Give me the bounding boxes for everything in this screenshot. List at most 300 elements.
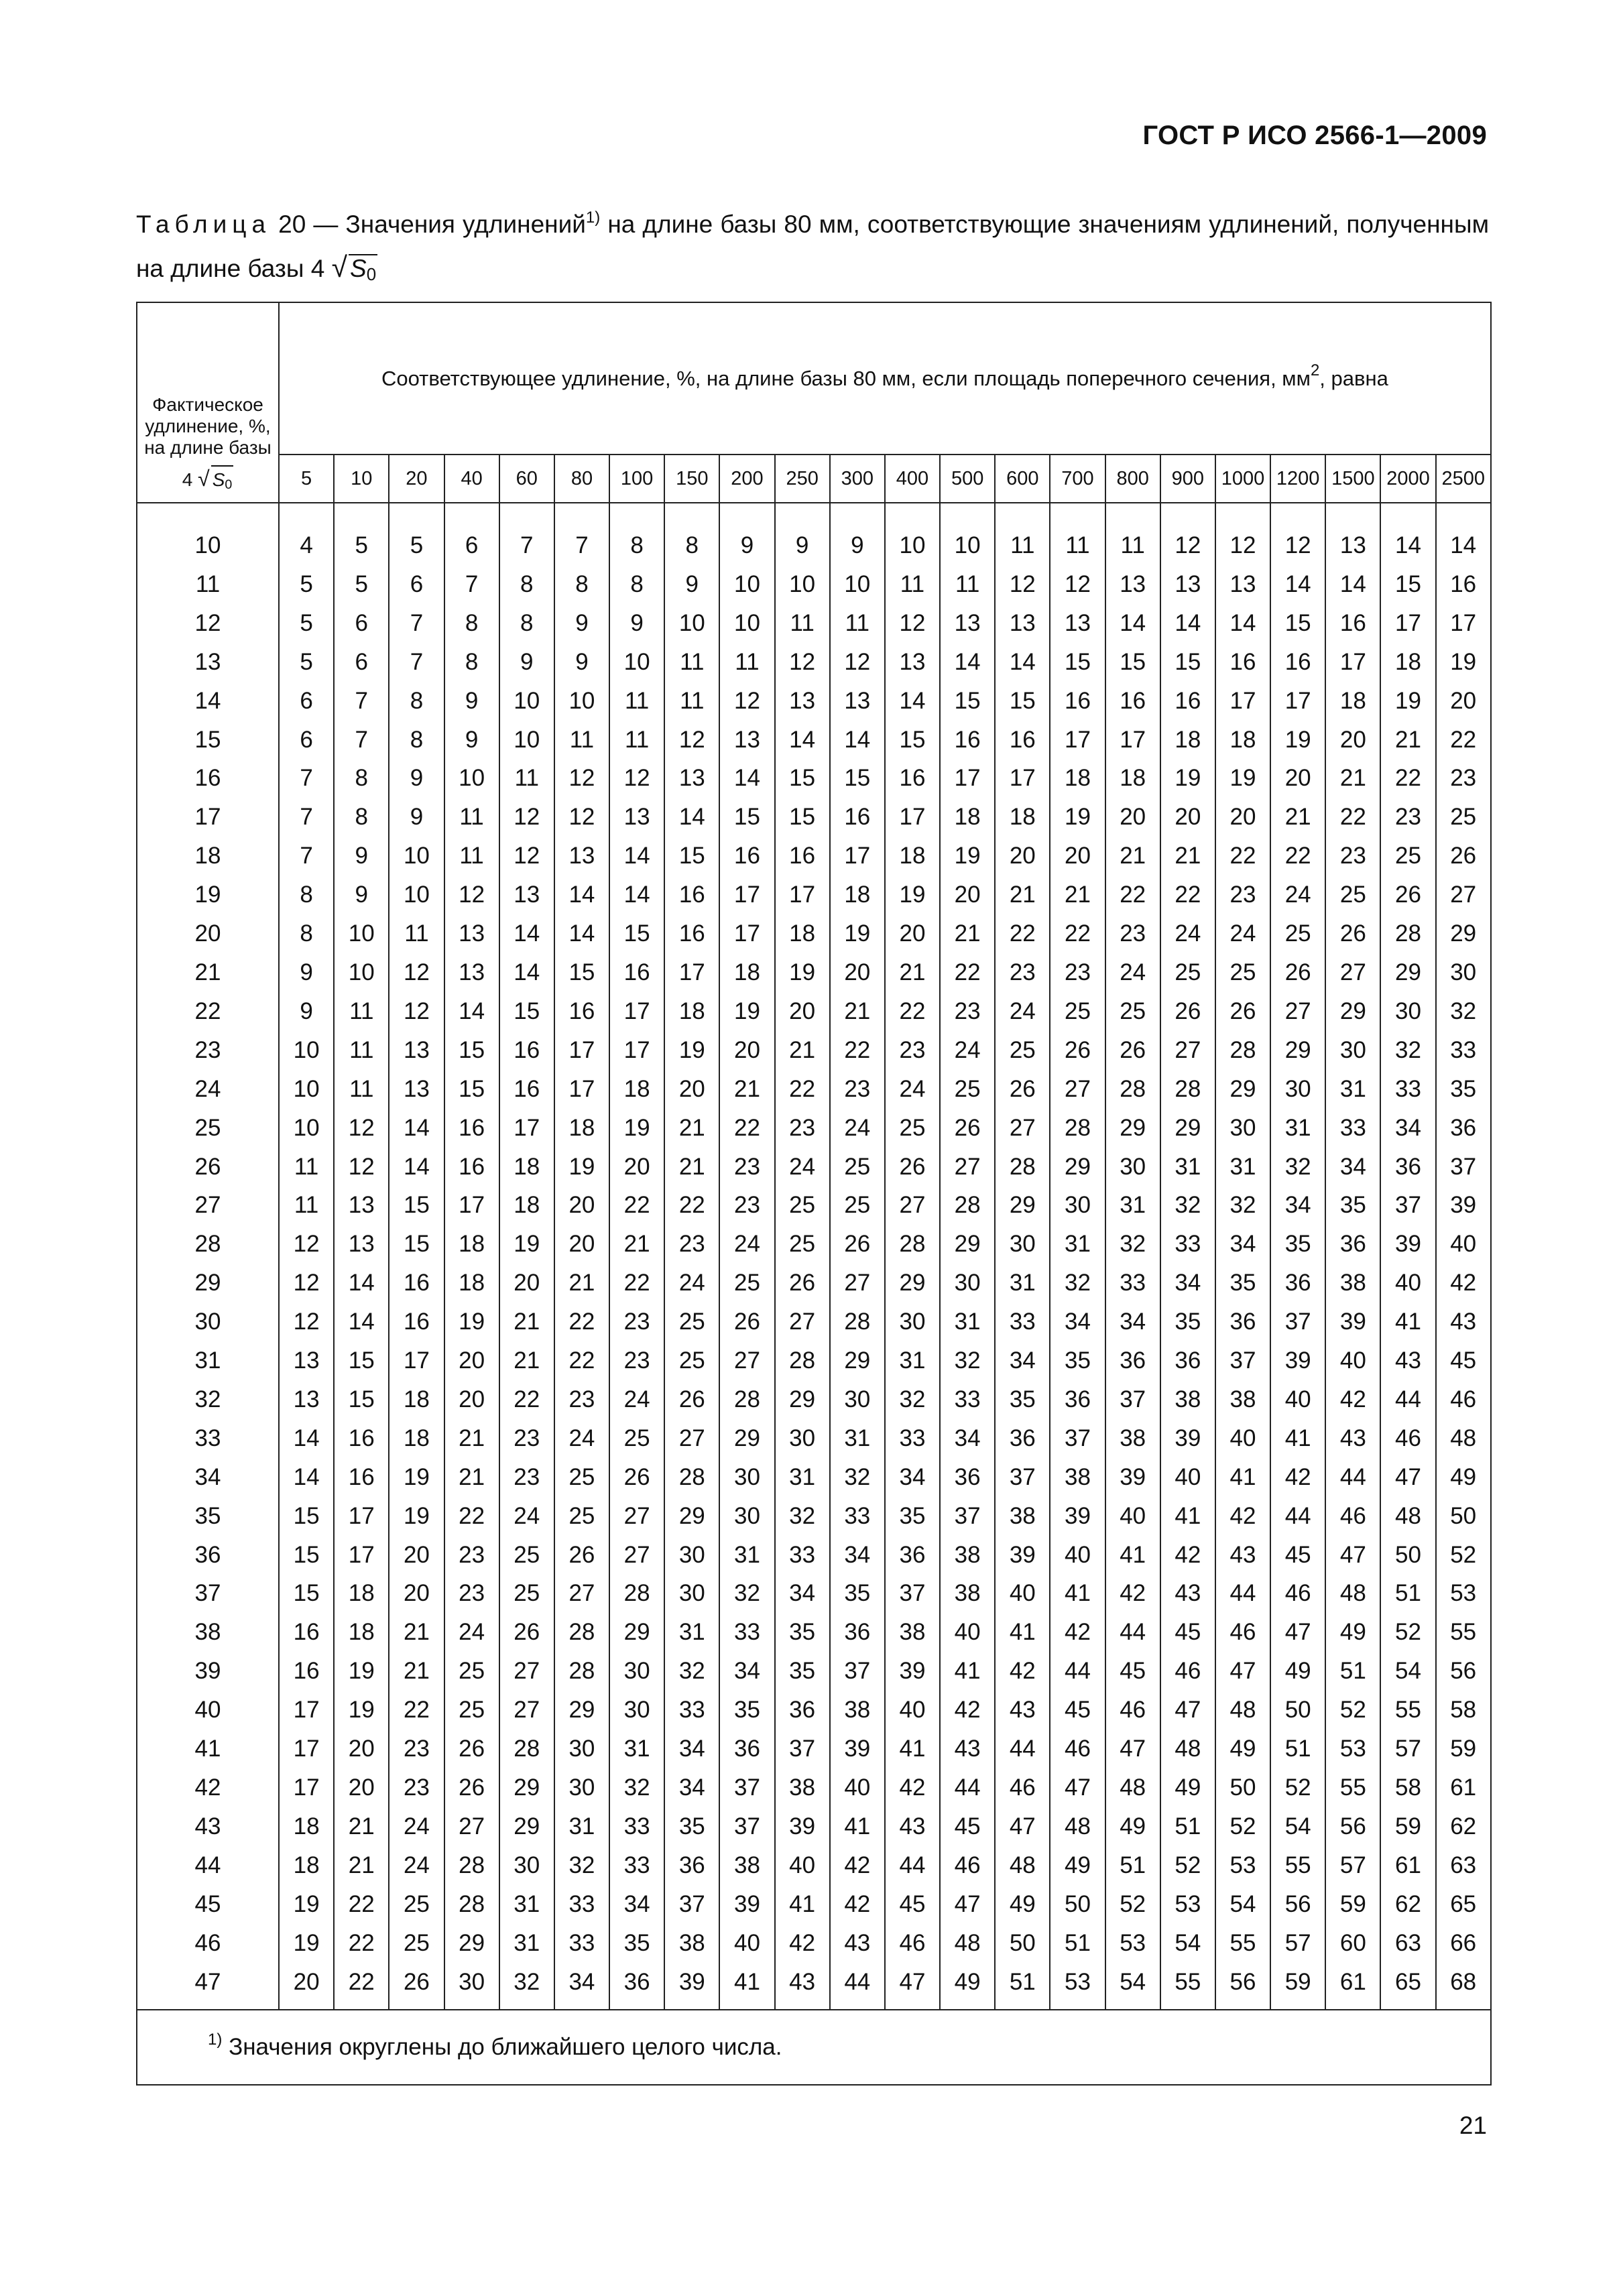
elongation-value-cell: 14 xyxy=(609,875,664,914)
table-row xyxy=(137,1963,1491,2010)
elongation-value-cell: 13 xyxy=(719,721,774,760)
elongation-value-cell: 8 xyxy=(609,513,664,565)
elongation-value-cell: 17 xyxy=(885,798,940,837)
elongation-value-cell: 33 xyxy=(609,1846,664,1885)
elongation-value-cell: 39 xyxy=(885,1652,940,1691)
elongation-value-cell: 48 xyxy=(1050,1807,1105,1846)
elongation-value-cell: 52 xyxy=(1105,1885,1160,1924)
actual-elongation-header-text: Фактическое удлинение, %, на длине базы xyxy=(144,394,272,459)
elongation-value-cell: 12 xyxy=(499,837,554,875)
elongation-value-cell: 49 xyxy=(1325,1613,1380,1652)
elongation-value-cell: 10 xyxy=(279,1031,334,1070)
elongation-value-cell: 21 xyxy=(334,1846,389,1885)
elongation-value-cell: 49 xyxy=(995,1885,1050,1924)
actual-elongation-cell: 37 xyxy=(137,1574,279,1613)
elongation-value-cell: 34 xyxy=(554,1963,609,2010)
elongation-value-cell: 31 xyxy=(1160,1148,1215,1187)
caption-number: 20 — xyxy=(278,210,339,238)
elongation-value-cell: 42 xyxy=(1436,1264,1491,1303)
elongation-value-cell: 25 xyxy=(1436,798,1491,837)
actual-elongation-cell: 40 xyxy=(137,1691,279,1730)
elongation-value-cell: 46 xyxy=(1105,1691,1160,1730)
elongation-value-cell: 37 xyxy=(664,1885,719,1924)
elongation-value-cell: 25 xyxy=(389,1885,444,1924)
elongation-value-cell: 30 xyxy=(499,1846,554,1885)
elongation-value-cell: 9 xyxy=(279,992,334,1031)
elongation-value-cell: 22 xyxy=(334,1885,389,1924)
elongation-value-cell: 14 xyxy=(830,721,885,760)
elongation-value-cell: 30 xyxy=(609,1652,664,1691)
elongation-value-cell: 23 xyxy=(885,1031,940,1070)
elongation-value-cell: 14 xyxy=(1325,565,1380,604)
elongation-value-cell: 25 xyxy=(444,1652,499,1691)
actual-elongation-cell: 30 xyxy=(137,1303,279,1341)
elongation-value-cell: 11 xyxy=(940,565,995,604)
gap-cell xyxy=(444,503,499,513)
elongation-value-cell: 48 xyxy=(1160,1730,1215,1768)
elongation-value-cell: 10 xyxy=(279,1109,334,1148)
elongation-value-cell: 18 xyxy=(389,1419,444,1458)
table-row xyxy=(137,1846,1491,1885)
elongation-value-cell: 10 xyxy=(389,875,444,914)
elongation-value-cell: 42 xyxy=(1050,1613,1105,1652)
elongation-value-cell: 7 xyxy=(334,721,389,760)
elongation-value-cell: 33 xyxy=(1436,1031,1491,1070)
elongation-value-cell: 32 xyxy=(775,1497,830,1536)
elongation-value-cell: 63 xyxy=(1436,1846,1491,1885)
elongation-value-cell: 41 xyxy=(1105,1536,1160,1575)
elongation-value-cell: 18 xyxy=(830,875,885,914)
elongation-value-cell: 12 xyxy=(554,798,609,837)
elongation-value-cell: 45 xyxy=(1105,1652,1160,1691)
elongation-value-cell: 17 xyxy=(554,1070,609,1109)
elongation-value-cell: 55 xyxy=(1325,1768,1380,1807)
elongation-value-cell: 33 xyxy=(1160,1225,1215,1264)
elongation-value-cell: 11 xyxy=(444,837,499,875)
elongation-value-cell: 23 xyxy=(499,1419,554,1458)
elongation-value-cell: 42 xyxy=(885,1768,940,1807)
gap-cell xyxy=(279,503,334,513)
elongation-value-cell: 13 xyxy=(499,875,554,914)
elongation-value-cell: 18 xyxy=(444,1264,499,1303)
elongation-value-cell: 65 xyxy=(1380,1963,1435,2010)
elongation-value-cell: 22 xyxy=(1215,837,1270,875)
elongation-value-cell: 35 xyxy=(830,1574,885,1613)
elongation-value-cell: 14 xyxy=(1270,565,1325,604)
elongation-value-cell: 28 xyxy=(609,1574,664,1613)
elongation-value-cell: 12 xyxy=(499,798,554,837)
elongation-value-cell: 22 xyxy=(885,992,940,1031)
gap-cell xyxy=(1050,503,1105,513)
table-row xyxy=(137,914,1491,953)
table-row xyxy=(137,1768,1491,1807)
elongation-value-cell: 6 xyxy=(444,513,499,565)
elongation-value-cell: 30 xyxy=(885,1303,940,1341)
elongation-value-cell: 17 xyxy=(1325,643,1380,682)
elongation-value-cell: 41 xyxy=(830,1807,885,1846)
elongation-value-cell: 29 xyxy=(1215,1070,1270,1109)
elongation-value-cell: 44 xyxy=(885,1846,940,1885)
elongation-value-cell: 14 xyxy=(940,643,995,682)
elongation-value-cell: 36 xyxy=(719,1730,774,1768)
elongation-value-cell: 15 xyxy=(664,837,719,875)
elongation-value-cell: 34 xyxy=(664,1768,719,1807)
elongation-value-cell: 17 xyxy=(995,759,1050,798)
elongation-value-cell: 22 xyxy=(995,914,1050,953)
elongation-value-cell: 45 xyxy=(885,1885,940,1924)
elongation-value-cell: 46 xyxy=(1215,1613,1270,1652)
elongation-value-cell: 45 xyxy=(1436,1341,1491,1380)
elongation-value-cell: 20 xyxy=(1436,682,1491,721)
elongation-value-cell: 16 xyxy=(719,837,774,875)
elongation-value-cell: 48 xyxy=(1325,1574,1380,1613)
elongation-value-cell: 11 xyxy=(719,643,774,682)
elongation-value-cell: 40 xyxy=(1380,1264,1435,1303)
elongation-value-cell: 35 xyxy=(719,1691,774,1730)
elongation-value-cell: 19 xyxy=(1380,682,1435,721)
actual-elongation-cell: 43 xyxy=(137,1807,279,1846)
elongation-value-cell: 14 xyxy=(885,682,940,721)
elongation-value-cell: 19 xyxy=(444,1303,499,1341)
elongation-value-cell: 10 xyxy=(719,604,774,643)
elongation-value-cell: 18 xyxy=(1215,721,1270,760)
elongation-value-cell: 15 xyxy=(995,682,1050,721)
actual-elongation-cell: 33 xyxy=(137,1419,279,1458)
base-coefficient: 4 xyxy=(182,469,193,491)
elongation-value-cell: 13 xyxy=(279,1341,334,1380)
elongation-value-cell: 32 xyxy=(1215,1186,1270,1225)
elongation-value-cell: 42 xyxy=(1325,1380,1380,1419)
area-header-cell: 1200 xyxy=(1270,455,1325,503)
elongation-value-cell: 26 xyxy=(830,1225,885,1264)
elongation-value-cell: 11 xyxy=(279,1148,334,1187)
elongation-value-cell: 22 xyxy=(554,1303,609,1341)
elongation-value-cell: 16 xyxy=(499,1031,554,1070)
elongation-value-cell: 9 xyxy=(499,643,554,682)
actual-elongation-cell: 38 xyxy=(137,1613,279,1652)
elongation-value-cell: 16 xyxy=(885,759,940,798)
elongation-value-cell: 38 xyxy=(1215,1380,1270,1419)
elongation-value-cell: 13 xyxy=(775,682,830,721)
gap-cell xyxy=(609,503,664,513)
elongation-value-cell: 41 xyxy=(885,1730,940,1768)
elongation-value-cell: 16 xyxy=(1105,682,1160,721)
table-row xyxy=(137,1730,1491,1768)
elongation-value-cell: 37 xyxy=(1050,1419,1105,1458)
elongation-value-cell: 21 xyxy=(1325,759,1380,798)
elongation-value-cell: 23 xyxy=(1105,914,1160,953)
elongation-value-cell: 25 xyxy=(1160,953,1215,992)
table-row xyxy=(137,837,1491,875)
elongation-value-cell: 24 xyxy=(995,992,1050,1031)
elongation-value-cell: 30 xyxy=(444,1963,499,2010)
area-header-cell: 300 xyxy=(830,455,885,503)
elongation-value-cell: 20 xyxy=(1215,798,1270,837)
elongation-value-cell: 25 xyxy=(830,1186,885,1225)
elongation-value-cell: 10 xyxy=(940,513,995,565)
elongation-value-cell: 49 xyxy=(1050,1846,1105,1885)
table-row xyxy=(137,1807,1491,1846)
elongation-value-cell: 36 xyxy=(1160,1341,1215,1380)
elongation-value-cell: 29 xyxy=(995,1186,1050,1225)
elongation-value-cell: 31 xyxy=(1215,1148,1270,1187)
elongation-value-cell: 15 xyxy=(279,1574,334,1613)
elongation-value-cell: 47 xyxy=(995,1807,1050,1846)
actual-elongation-cell: 32 xyxy=(137,1380,279,1419)
elongation-value-cell: 25 xyxy=(885,1109,940,1148)
elongation-value-cell: 24 xyxy=(885,1070,940,1109)
elongation-value-cell: 20 xyxy=(389,1574,444,1613)
elongation-value-cell: 13 xyxy=(1215,565,1270,604)
elongation-value-cell: 39 xyxy=(995,1536,1050,1575)
elongation-value-cell: 49 xyxy=(940,1963,995,2010)
radicand-symbol: S xyxy=(212,469,225,491)
elongation-value-cell: 40 xyxy=(719,1924,774,1963)
elongation-value-cell: 13 xyxy=(334,1186,389,1225)
elongation-value-cell: 44 xyxy=(1215,1574,1270,1613)
elongation-value-cell: 29 xyxy=(1050,1148,1105,1187)
elongation-value-cell: 19 xyxy=(775,953,830,992)
elongation-value-cell: 36 xyxy=(885,1536,940,1575)
elongation-value-cell: 46 xyxy=(1050,1730,1105,1768)
elongation-value-cell: 11 xyxy=(444,798,499,837)
radicand xyxy=(211,465,234,498)
elongation-value-cell: 15 xyxy=(334,1380,389,1419)
table-row xyxy=(137,1458,1491,1497)
elongation-value-cell: 17 xyxy=(664,953,719,992)
area-header-cell: 40 xyxy=(444,455,499,503)
elongation-value-cell: 19 xyxy=(1160,759,1215,798)
elongation-value-cell: 45 xyxy=(940,1807,995,1846)
elongation-value-cell: 33 xyxy=(775,1536,830,1575)
elongation-value-cell: 14 xyxy=(389,1109,444,1148)
actual-elongation-cell: 11 xyxy=(137,565,279,604)
elongation-value-cell: 35 xyxy=(664,1807,719,1846)
elongation-value-cell: 30 xyxy=(1270,1070,1325,1109)
elongation-value-cell: 48 xyxy=(995,1846,1050,1885)
table-row xyxy=(137,1691,1491,1730)
table-row xyxy=(137,643,1491,682)
elongation-value-cell: 19 xyxy=(279,1885,334,1924)
elongation-value-cell: 27 xyxy=(609,1497,664,1536)
elongation-value-cell: 22 xyxy=(1436,721,1491,760)
elongation-value-cell: 9 xyxy=(775,513,830,565)
elongation-value-cell: 50 xyxy=(1270,1691,1325,1730)
elongation-value-cell: 39 xyxy=(1105,1458,1160,1497)
elongation-value-cell: 40 xyxy=(995,1574,1050,1613)
elongation-value-cell: 23 xyxy=(499,1458,554,1497)
elongation-value-cell: 5 xyxy=(279,565,334,604)
table-row xyxy=(137,1109,1491,1148)
elongation-value-cell: 49 xyxy=(1105,1807,1160,1846)
actual-elongation-cell: 26 xyxy=(137,1148,279,1187)
gap-cell xyxy=(775,503,830,513)
elongation-value-cell: 16 xyxy=(444,1148,499,1187)
elongation-value-cell: 17 xyxy=(334,1497,389,1536)
elongation-value-cell: 26 xyxy=(885,1148,940,1187)
elongation-value-cell: 15 xyxy=(775,798,830,837)
gap-cell xyxy=(1436,503,1491,513)
elongation-value-cell: 17 xyxy=(279,1730,334,1768)
elongation-value-cell: 14 xyxy=(554,914,609,953)
elongation-value-cell: 5 xyxy=(389,513,444,565)
elongation-value-cell: 31 xyxy=(1050,1225,1105,1264)
table-row xyxy=(137,875,1491,914)
elongation-value-cell: 36 xyxy=(1215,1303,1270,1341)
elongation-value-cell: 11 xyxy=(279,1186,334,1225)
elongation-value-cell: 8 xyxy=(444,643,499,682)
elongation-value-cell: 16 xyxy=(995,721,1050,760)
elongation-value-cell: 37 xyxy=(830,1652,885,1691)
table-row xyxy=(137,1885,1491,1924)
elongation-value-cell: 21 xyxy=(389,1613,444,1652)
elongation-value-cell: 35 xyxy=(1215,1264,1270,1303)
elongation-value-cell: 33 xyxy=(664,1691,719,1730)
elongation-value-cell: 30 xyxy=(664,1536,719,1575)
area-header-cell: 1000 xyxy=(1215,455,1270,503)
elongation-value-cell: 19 xyxy=(279,1924,334,1963)
elongation-value-cell: 18 xyxy=(1325,682,1380,721)
elongation-value-cell: 30 xyxy=(1105,1148,1160,1187)
elongation-value-cell: 22 xyxy=(940,953,995,992)
actual-elongation-cell: 17 xyxy=(137,798,279,837)
elongation-value-cell: 15 xyxy=(1105,643,1160,682)
elongation-value-cell: 8 xyxy=(554,565,609,604)
elongation-value-cell: 14 xyxy=(995,643,1050,682)
elongation-value-cell: 12 xyxy=(1215,513,1270,565)
elongation-value-cell: 17 xyxy=(334,1536,389,1575)
elongation-value-cell: 10 xyxy=(444,759,499,798)
elongation-value-cell: 8 xyxy=(444,604,499,643)
actual-elongation-cell: 20 xyxy=(137,914,279,953)
elongation-value-cell: 14 xyxy=(334,1264,389,1303)
elongation-value-cell: 9 xyxy=(444,682,499,721)
actual-elongation-cell: 44 xyxy=(137,1846,279,1885)
elongation-value-cell: 33 xyxy=(885,1419,940,1458)
elongation-value-cell: 15 xyxy=(389,1186,444,1225)
elongation-value-cell: 18 xyxy=(1105,759,1160,798)
elongation-value-cell: 48 xyxy=(940,1924,995,1963)
elongation-value-cell: 38 xyxy=(885,1613,940,1652)
area-header-cell: 600 xyxy=(995,455,1050,503)
elongation-value-cell: 36 xyxy=(1270,1264,1325,1303)
elongation-value-cell: 51 xyxy=(1050,1924,1105,1963)
elongation-value-cell: 33 xyxy=(554,1924,609,1963)
elongation-value-cell: 27 xyxy=(1160,1031,1215,1070)
area-header-cell: 80 xyxy=(554,455,609,503)
caption-footnote-mark: 1) xyxy=(585,208,601,227)
elongation-value-cell: 7 xyxy=(499,513,554,565)
elongation-value-cell: 37 xyxy=(1105,1380,1160,1419)
radicand-symbol: S xyxy=(350,255,367,282)
elongation-value-cell: 29 xyxy=(664,1497,719,1536)
elongation-value-cell: 44 xyxy=(940,1768,995,1807)
elongation-value-cell: 25 xyxy=(1050,992,1105,1031)
elongation-value-cell: 36 xyxy=(609,1963,664,2010)
elongation-value-cell: 37 xyxy=(1215,1341,1270,1380)
elongation-value-cell: 47 xyxy=(1270,1613,1325,1652)
elongation-value-cell: 13 xyxy=(1105,565,1160,604)
elongation-value-cell: 13 xyxy=(664,759,719,798)
elongation-value-cell: 26 xyxy=(1160,992,1215,1031)
elongation-value-cell: 37 xyxy=(1380,1186,1435,1225)
elongation-value-cell: 12 xyxy=(444,875,499,914)
elongation-value-cell: 45 xyxy=(1050,1691,1105,1730)
area-header-cell: 5 xyxy=(279,455,334,503)
elongation-value-cell: 27 xyxy=(1050,1070,1105,1109)
actual-elongation-cell: 16 xyxy=(137,759,279,798)
elongation-value-cell: 32 xyxy=(830,1458,885,1497)
elongation-value-cell: 11 xyxy=(609,721,664,760)
elongation-value-cell: 32 xyxy=(885,1380,940,1419)
elongation-value-cell: 18 xyxy=(775,914,830,953)
elongation-value-cell: 23 xyxy=(389,1768,444,1807)
actual-elongation-cell: 28 xyxy=(137,1225,279,1264)
elongation-value-cell: 19 xyxy=(1050,798,1105,837)
elongation-value-cell: 55 xyxy=(1436,1613,1491,1652)
elongation-value-cell: 38 xyxy=(1325,1264,1380,1303)
elongation-value-cell: 27 xyxy=(1325,953,1380,992)
elongation-value-cell: 26 xyxy=(995,1070,1050,1109)
elongation-value-cell: 36 xyxy=(664,1846,719,1885)
elongation-value-cell: 32 xyxy=(664,1652,719,1691)
elongation-value-cell: 35 xyxy=(1325,1186,1380,1225)
elongation-value-cell: 24 xyxy=(609,1380,664,1419)
elongation-value-cell: 16 xyxy=(664,914,719,953)
elongation-value-cell: 9 xyxy=(554,604,609,643)
elongation-value-cell: 47 xyxy=(1380,1458,1435,1497)
footnote-cell xyxy=(137,2010,1491,2085)
elongation-value-cell: 37 xyxy=(885,1574,940,1613)
elongation-value-cell: 37 xyxy=(1270,1303,1325,1341)
gap-cell xyxy=(719,503,774,513)
elongation-value-cell: 30 xyxy=(1215,1109,1270,1148)
elongation-value-cell: 17 xyxy=(1270,682,1325,721)
elongation-value-cell: 19 xyxy=(1215,759,1270,798)
elongation-value-cell: 30 xyxy=(1325,1031,1380,1070)
elongation-value-cell: 29 xyxy=(830,1341,885,1380)
elongation-value-cell: 45 xyxy=(1160,1613,1215,1652)
elongation-value-cell: 47 xyxy=(1050,1768,1105,1807)
elongation-value-cell: 29 xyxy=(775,1380,830,1419)
elongation-value-cell: 14 xyxy=(664,798,719,837)
elongation-value-cell: 14 xyxy=(444,992,499,1031)
elongation-value-cell: 19 xyxy=(389,1458,444,1497)
elongation-value-cell: 24 xyxy=(830,1109,885,1148)
elongation-value-cell: 31 xyxy=(775,1458,830,1497)
elongation-value-cell: 39 xyxy=(1160,1419,1215,1458)
elongation-value-cell: 20 xyxy=(554,1186,609,1225)
area-header-cell: 100 xyxy=(609,455,664,503)
elongation-value-cell: 14 xyxy=(499,914,554,953)
elongation-value-cell: 21 xyxy=(664,1148,719,1187)
elongation-value-cell: 55 xyxy=(1215,1924,1270,1963)
elongation-value-cell: 27 xyxy=(775,1303,830,1341)
elongation-value-cell: 31 xyxy=(995,1264,1050,1303)
elongation-value-cell: 38 xyxy=(830,1691,885,1730)
elongation-value-cell: 38 xyxy=(940,1574,995,1613)
elongation-value-cell: 54 xyxy=(1160,1924,1215,1963)
elongation-value-cell: 13 xyxy=(830,682,885,721)
elongation-value-cell: 32 xyxy=(554,1846,609,1885)
actual-elongation-cell: 41 xyxy=(137,1730,279,1768)
elongation-value-cell: 15 xyxy=(775,759,830,798)
gap-cell xyxy=(334,503,389,513)
elongation-value-cell: 18 xyxy=(1380,643,1435,682)
gap-cell xyxy=(940,503,995,513)
elongation-value-cell: 30 xyxy=(609,1691,664,1730)
elongation-value-cell: 54 xyxy=(1380,1652,1435,1691)
